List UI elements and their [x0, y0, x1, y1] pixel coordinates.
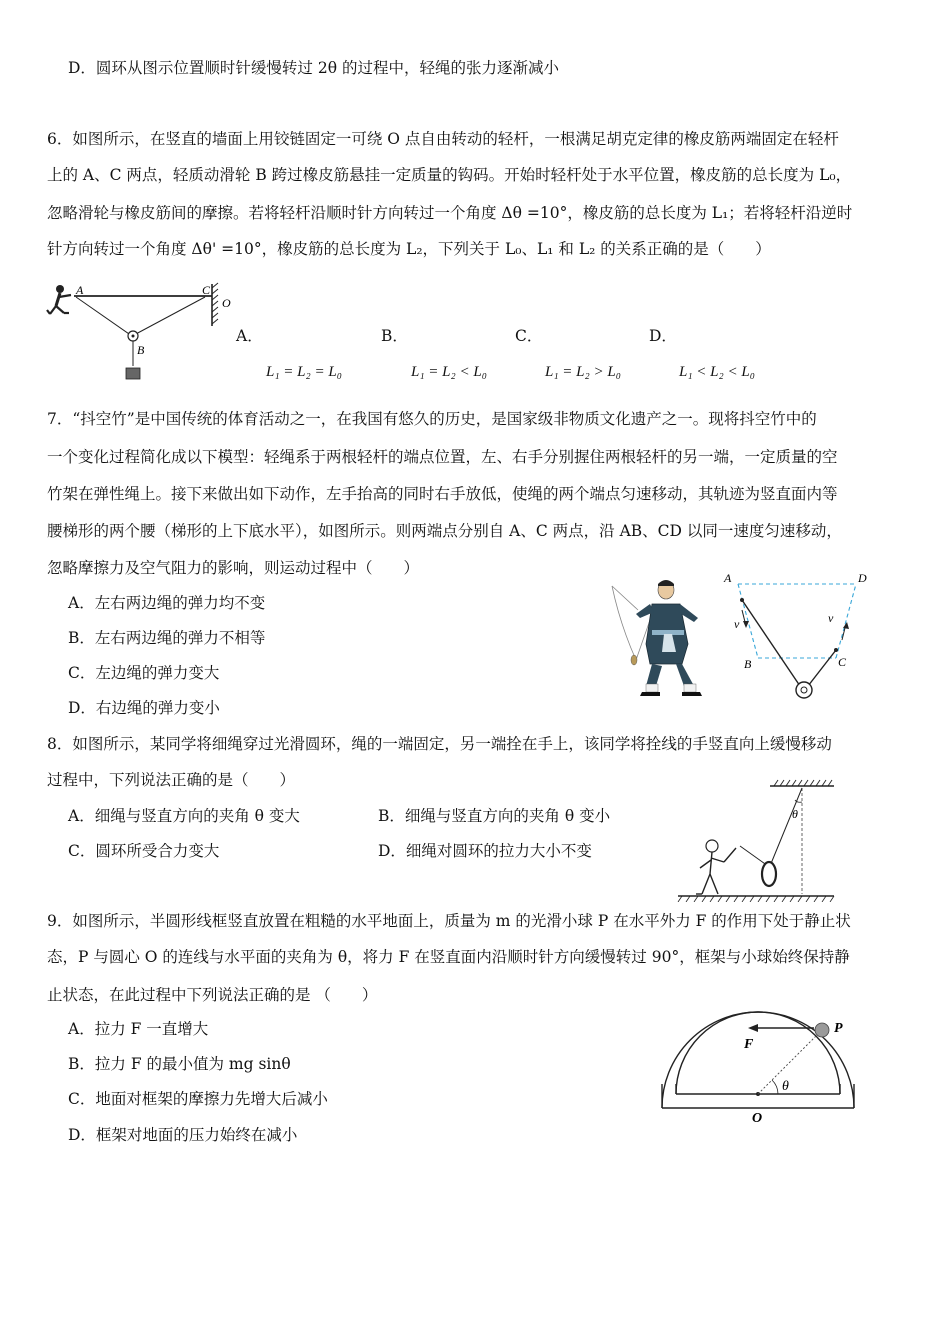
- q7-label-b: B: [744, 657, 752, 671]
- q7-option-b[interactable]: B．左右两边绳的弹力不相等: [68, 629, 266, 647]
- q9-label-theta: θ: [782, 1079, 789, 1094]
- q8-option-b[interactable]: B．细绳与竖直方向的夹角 θ 变小: [378, 807, 611, 825]
- q9-option-d[interactable]: D．框架对地面的压力始终在减小: [68, 1126, 298, 1144]
- q8-stem-line-1: 8．如图所示，某同学将细绳穿过光滑圆环，绳的一端固定，另一端拴在手上，该同学将拴线的手竖直向上缓慢移动: [47, 735, 832, 753]
- q9-label-f: F: [744, 1037, 754, 1052]
- q9-stem-line-2: 态，P 与圆心 O 的连线与水平面的夹角为 θ，将力 F 在竖直面内沿顺时针方向缓慢转过 90°，框架与小球始终保持静: [47, 948, 850, 966]
- q6-option-c-value: L₁ = L₂ > L₀: [545, 364, 621, 380]
- q5-option-d: D．圆环从图示位置顺时针缓慢转过 2θ 的过程中，轻绳的张力逐渐减小: [68, 59, 559, 77]
- q9-option-a[interactable]: A．拉力 F 一直增大: [68, 1020, 209, 1038]
- q9-option-b[interactable]: B．拉力 F 的最小值为 mg sinθ: [68, 1055, 291, 1073]
- q6-option-a-label[interactable]: A．: [236, 327, 263, 345]
- q7-option-c[interactable]: C．左边绳的弹力变大: [68, 664, 220, 682]
- q6-stem-line-3: 忽略滑轮与橡皮筋间的摩擦。若将轻杆沿顺时针方向转过一个角度 Δθ =10°，橡皮筋的总长度为 L₁；若将轻杆沿逆时: [47, 204, 853, 222]
- q7-label-c: C: [838, 655, 847, 669]
- q6-label-b: B: [137, 343, 145, 357]
- q7-label-v-right: v: [828, 611, 834, 625]
- q7-label-a: A: [724, 571, 732, 585]
- q6-label-o: O: [222, 296, 231, 310]
- q6-figure: [40, 280, 240, 388]
- q7-trapezoid-diagram: [718, 570, 878, 704]
- q6-label-c: C: [202, 283, 211, 297]
- q9-stem-line-3: 止状态，在此过程中下列说法正确的是 （ ）: [47, 986, 378, 1004]
- q9-label-p: P: [834, 1021, 843, 1036]
- q9-figure: [654, 1006, 864, 1130]
- q7-label-d: D: [858, 571, 867, 585]
- q7-option-a[interactable]: A．左右两边绳的弹力均不变: [68, 594, 266, 612]
- q8-option-a[interactable]: A．细绳与竖直方向的夹角 θ 变大: [68, 807, 300, 825]
- q8-option-c[interactable]: C．圆环所受合力变大: [68, 842, 220, 860]
- q6-label-a: A: [76, 283, 84, 297]
- q7-option-d[interactable]: D．右边绳的弹力变小: [68, 699, 220, 717]
- q6-option-b-label[interactable]: B．: [381, 327, 408, 345]
- q7-stem-line-4: 腰梯形的两个腰（梯形的上下底水平），如图所示。则两端点分别自 A、C 两点，沿 AB、CD 以同一速度匀速移动，: [47, 522, 842, 540]
- q6-option-d-value: L₁ < L₂ < L₀: [679, 364, 755, 380]
- q9-option-c[interactable]: C．地面对框架的摩擦力先增大后减小: [68, 1090, 328, 1108]
- q7-stem-line-3: 竹架在弹性绳上。接下来做出如下动作，左手抬高的同时右手放低，使绳的两个端点匀速移动，其轨迹为竖直面内等: [47, 485, 838, 503]
- q6-stem-line-2: 上的 A、C 两点，轻质动滑轮 B 跨过橡皮筋悬挂一定质量的钩码。开始时轻杆处于水平位置，橡皮筋的总长度为 L₀，: [47, 166, 852, 184]
- q7-player-illustration: [606, 574, 718, 698]
- q6-stem-line-1: 6．如图所示，在竖直的墙面上用铰链固定一可绕 O 点自由转动的轻杆，一根满足胡克定律的橡皮筋两端固定在轻杆: [47, 130, 839, 148]
- q6-option-c-label[interactable]: C．: [515, 327, 543, 345]
- q6-option-a-value: L₁ = L₂ = L₀: [266, 364, 342, 380]
- q7-stem-line-5: 忽略摩擦力及空气阻力的影响，则运动过程中（ ）: [47, 559, 420, 577]
- q7-label-v-left: v: [734, 617, 740, 631]
- q9-stem-line-1: 9．如图所示，半圆形线框竖直放置在粗糙的水平地面上，质量为 m 的光滑小球 P 在水平外力 F 的作用下处于静止状: [47, 912, 851, 930]
- q7-stem-line-2: 一个变化过程简化成以下模型：轻绳系于两根轻杆的端点位置，左、右手分别握住两根轻杆的另一端，一定质量的空: [47, 448, 838, 466]
- q6-option-d-label[interactable]: D．: [649, 327, 677, 345]
- q9-label-o: O: [752, 1111, 763, 1126]
- q8-option-d[interactable]: D．细绳对圆环的拉力大小不变: [378, 842, 592, 860]
- q8-figure: [674, 776, 838, 902]
- q8-label-theta: θ: [792, 807, 798, 821]
- q6-stem-line-4: 针方向转过一个角度 Δθ' =10°，橡皮筋的总长度为 L₂，下列关于 L₀、L₁ 和 L₂ 的关系正确的是（ ）: [47, 240, 771, 258]
- q6-option-b-value: L₁ = L₂ < L₀: [411, 364, 487, 380]
- q8-stem-line-2: 过程中，下列说法正确的是（ ）: [47, 771, 296, 789]
- q7-stem-line-1: 7．“抖空竹”是中国传统的体育活动之一，在我国有悠久的历史，是国家级非物质文化遗产之一。现将抖空竹中的: [47, 410, 817, 428]
